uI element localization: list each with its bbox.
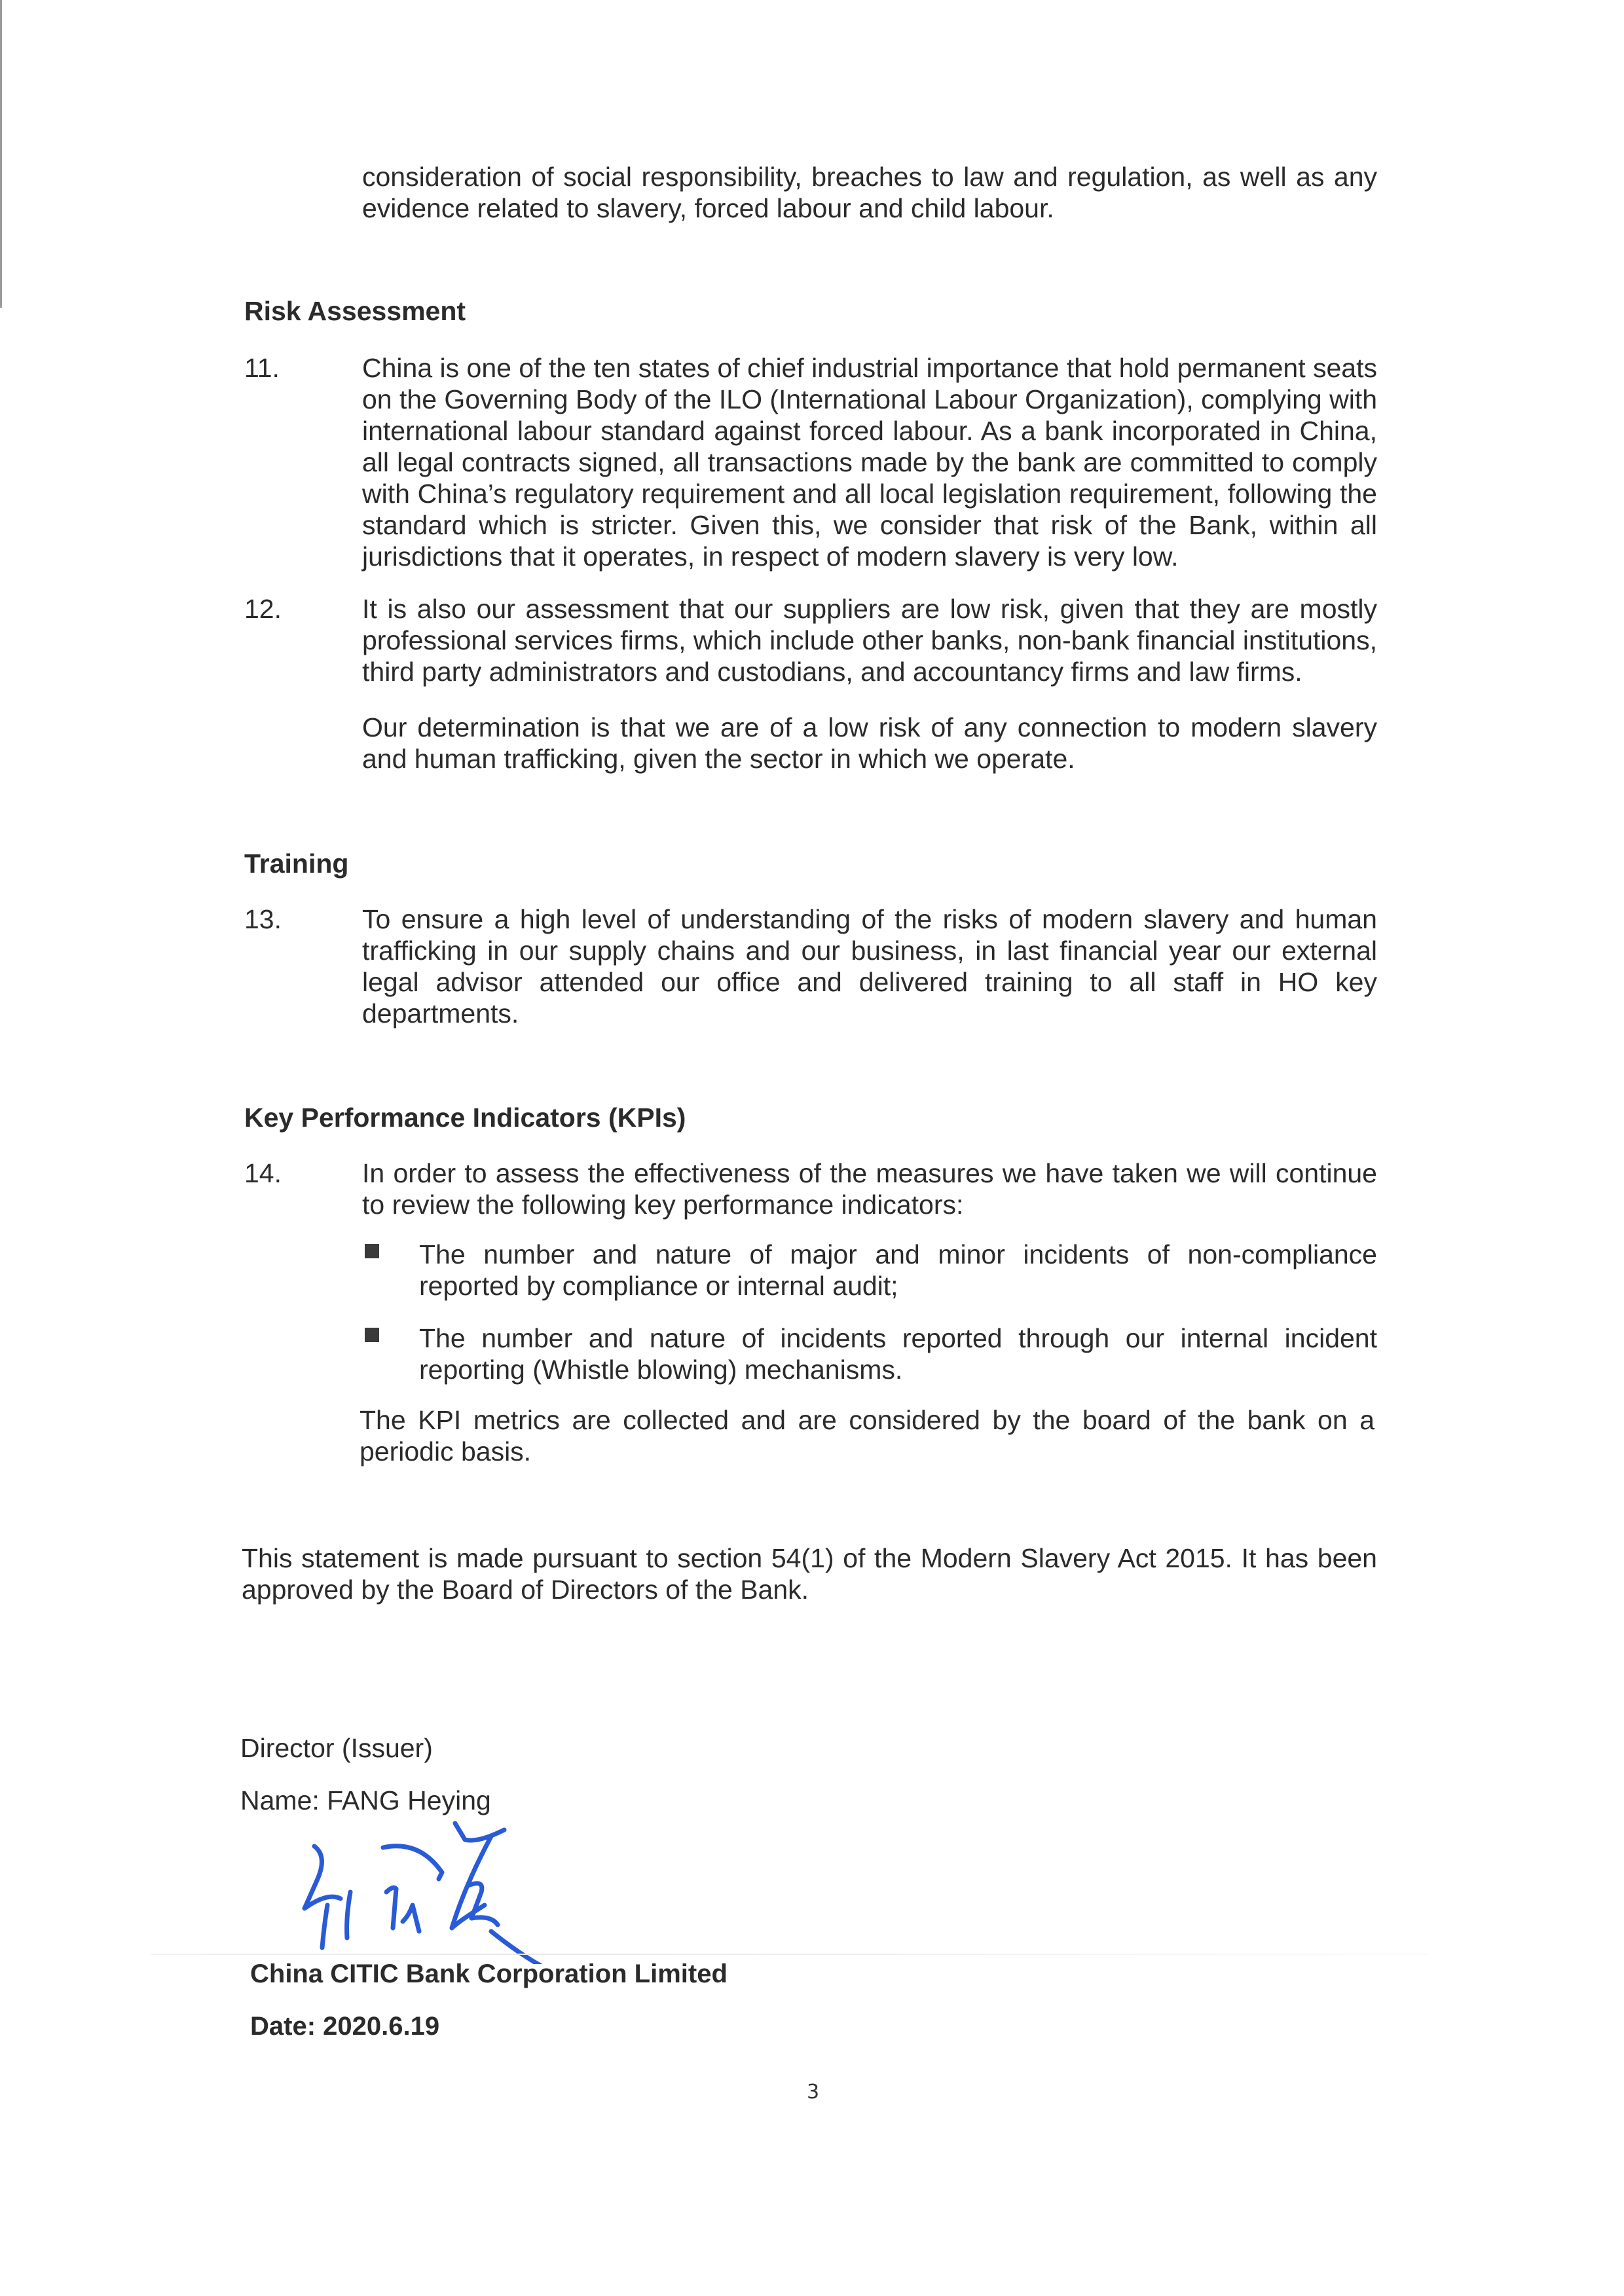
company-name: China CITIC Bank Corporation Limited bbox=[250, 1959, 728, 1988]
page-number: 3 bbox=[807, 2081, 820, 2104]
signature-divider bbox=[151, 1954, 1428, 1955]
signature-stroke bbox=[304, 1846, 341, 1908]
paragraph-number-14: 14. bbox=[244, 1158, 282, 1188]
continuation-paragraph: consideration of social responsibility, breaches to law and regulation, as well as any evidence related to slavery, forced labour and child labour. bbox=[362, 162, 1377, 223]
determination-paragraph: Our determination is that we are of a low risk of any connection to modern slavery and human trafficking, given the sector in which we operate. bbox=[362, 712, 1377, 774]
signature-stroke bbox=[455, 1823, 504, 1840]
scan-edge bbox=[0, 0, 2, 308]
paragraph-11: China is one of the ten states of chief industrial importance that hold permanent seats on the Governing Body of the ILO (International Labour Organization), complying with international labour standard against forced labour. As a bank incorporated in China, all legal contracts signed, all transactions made by the bank are committed to comply with China’s regulatory requirement and all local legislation requirement, following the standard which is stricter. Given this, we consider that risk of the Bank, within all jurisdictions that it operates, in respect of modern slavery is very low. bbox=[362, 353, 1377, 572]
paragraph-13: To ensure a high level of understanding of the risks of modern slavery and human trafficking in our supply chains and our business, in last financial year our external legal advisor attended our office and delivered training to all staff in HO key departments. bbox=[362, 904, 1377, 1029]
signatory-role: Director (Issuer) bbox=[240, 1733, 433, 1763]
square-bullet-icon bbox=[365, 1328, 379, 1342]
section-heading-risk-assessment: Risk Assessment bbox=[244, 296, 466, 326]
handwritten-signature bbox=[288, 1807, 629, 1964]
kpi-closing-paragraph: The KPI metrics are collected and are considered by the board of the bank on a periodic basis. bbox=[360, 1405, 1375, 1467]
signature-stroke bbox=[383, 1846, 442, 1879]
signatory-name: Name: FANG Heying bbox=[240, 1785, 491, 1815]
section-heading-training: Training bbox=[244, 848, 349, 879]
kpi-bullet-item: The number and nature of incidents reported through our internal incident reporting (Whistle blowing) mechanisms. bbox=[419, 1323, 1377, 1385]
statement-paragraph: This statement is made pursuant to section 54(1) of the Modern Slavery Act 2015. It has been approved by the Board of Directors of the Bank. bbox=[242, 1543, 1377, 1605]
paragraph-14: In order to assess the effectiveness of the measures we have taken we will continue to review the following key performance indicators: bbox=[362, 1158, 1377, 1220]
kpi-bullet-item: The number and nature of major and minor incidents of non-compliance reported by compliance or internal audit; bbox=[419, 1239, 1377, 1301]
paragraph-number-11: 11. bbox=[244, 353, 280, 383]
signature-stroke bbox=[403, 1905, 419, 1931]
section-heading-kpis: Key Performance Indicators (KPIs) bbox=[244, 1102, 686, 1133]
paragraph-number-13: 13. bbox=[244, 904, 282, 934]
signature-stroke bbox=[347, 1892, 350, 1938]
square-bullet-icon bbox=[365, 1244, 379, 1258]
paragraph-12: It is also our assessment that our suppliers are low risk, given that they are mostly professional services firms, which include other banks, non-bank financial institutions, third party administrators and custodians, and accountancy firms and law firms. bbox=[362, 594, 1377, 687]
signature-stroke bbox=[386, 1887, 396, 1928]
paragraph-number-12: 12. bbox=[244, 594, 282, 624]
signature-date: Date: 2020.6.19 bbox=[250, 2012, 440, 2041]
signature-stroke bbox=[322, 1905, 327, 1948]
